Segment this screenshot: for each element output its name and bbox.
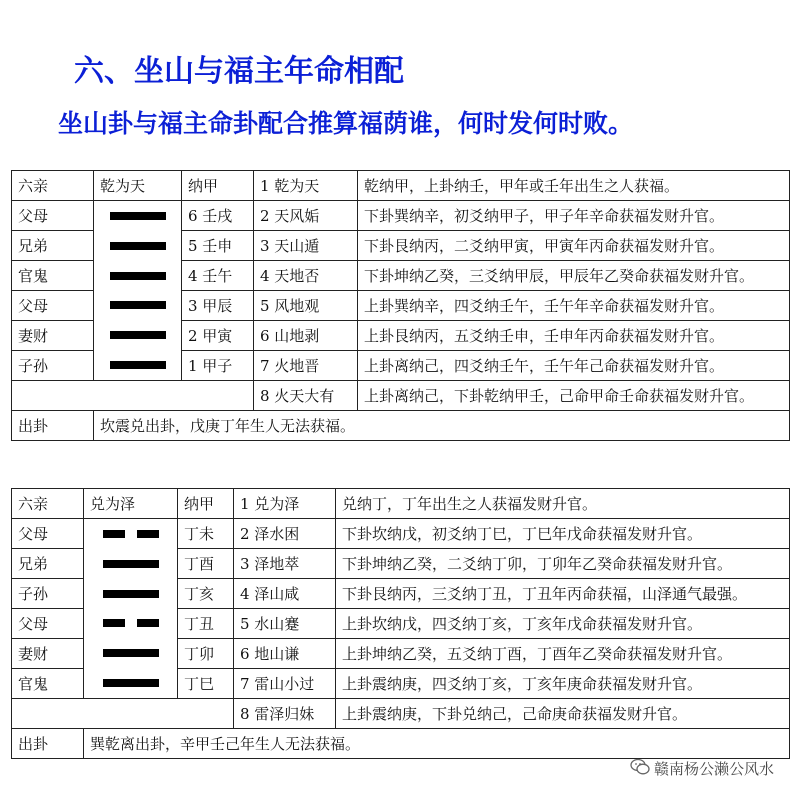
liuqin-cell: 妻财 bbox=[12, 321, 94, 351]
table-row-extra bbox=[12, 699, 790, 729]
najia-cell: 1 甲子 bbox=[182, 351, 254, 381]
najia-cell: 2 甲寅 bbox=[182, 321, 254, 351]
hexagram-lines-qian bbox=[94, 201, 181, 380]
line-segment bbox=[110, 272, 166, 280]
gua-cell: 7 雷山小过 bbox=[234, 669, 336, 699]
najia-cell: 丁丑 bbox=[178, 609, 234, 639]
najia-cell: 5 壬申 bbox=[182, 231, 254, 261]
gua-cell: 8 火天大有 bbox=[254, 381, 358, 411]
gua-cell: 3 天山遁 bbox=[254, 231, 358, 261]
line-segment bbox=[103, 530, 125, 538]
yang-line bbox=[103, 590, 159, 598]
watermark-text: 赣南杨公濑公风水 bbox=[653, 759, 774, 778]
gua-cell: 6 地山谦 bbox=[234, 639, 336, 669]
desc-cell: 上卦离纳己，下卦乾纳甲壬，己命甲命壬命获福发财升官。 bbox=[358, 381, 790, 411]
footer-label: 出卦 bbox=[12, 729, 84, 759]
desc-cell: 下卦艮纳丙，三爻纳丁丑，丁丑年丙命获福，山泽通气最强。 bbox=[336, 579, 790, 609]
header-liuqin: 六亲 bbox=[12, 171, 94, 201]
header-najia: 纳甲 bbox=[178, 489, 234, 519]
header-hexagram: 乾为天 bbox=[94, 171, 182, 201]
table-footer-row bbox=[12, 411, 790, 441]
najia-cell: 3 甲辰 bbox=[182, 291, 254, 321]
liuqin-cell: 父母 bbox=[12, 609, 84, 639]
header-gua: 1 兑为泽 bbox=[234, 489, 336, 519]
yin-line bbox=[103, 619, 159, 627]
desc-cell: 上卦巽纳辛，四爻纳壬午，壬午年辛命获福发财升官。 bbox=[358, 291, 790, 321]
liuqin-cell: 父母 bbox=[12, 291, 94, 321]
table-row bbox=[12, 201, 790, 231]
gua-cell: 2 天风姤 bbox=[254, 201, 358, 231]
line-segment bbox=[110, 242, 166, 250]
desc-cell: 上卦离纳己，四爻纳壬午，壬午年己命获福发财升官。 bbox=[358, 351, 790, 381]
table-header-row bbox=[12, 489, 790, 519]
line-segment bbox=[110, 212, 166, 220]
page-subtitle: 坐山卦与福主命卦配合推算福荫谁，何时发何时败。 bbox=[58, 109, 634, 138]
yang-line bbox=[103, 679, 159, 687]
header-desc: 乾纳甲，上卦纳壬，甲年或壬年出生之人获福。 bbox=[358, 171, 790, 201]
liuqin-cell: 父母 bbox=[12, 201, 94, 231]
gua-cell: 2 泽水困 bbox=[234, 519, 336, 549]
gua-cell: 5 风地观 bbox=[254, 291, 358, 321]
desc-cell: 上卦震纳庚，下卦兑纳己，己命庚命获福发财升官。 bbox=[336, 699, 790, 729]
desc-cell: 上卦艮纳丙，五爻纳壬申，壬申年丙命获福发财升官。 bbox=[358, 321, 790, 351]
desc-cell: 下卦巽纳辛，初爻纳甲子，甲子年辛命获福发财升官。 bbox=[358, 201, 790, 231]
hexagram-lines bbox=[94, 201, 182, 381]
line-segment bbox=[103, 590, 159, 598]
najia-cell: 丁卯 bbox=[178, 639, 234, 669]
table-header-row bbox=[12, 171, 790, 201]
page-title: 六、坐山与福主年命相配 bbox=[74, 54, 404, 89]
desc-cell: 上卦坤纳乙癸，五爻纳丁酉，丁酉年乙癸命获福发财升官。 bbox=[336, 639, 790, 669]
najia-cell: 丁酉 bbox=[178, 549, 234, 579]
header-desc: 兑纳丁，丁年出生之人获福发财升官。 bbox=[336, 489, 790, 519]
najia-cell: 6 壬戌 bbox=[182, 201, 254, 231]
liuqin-cell: 子孙 bbox=[12, 579, 84, 609]
yang-line bbox=[103, 649, 159, 657]
line-segment bbox=[103, 560, 159, 568]
desc-cell: 下卦艮纳丙，二爻纳甲寅，甲寅年丙命获福发财升官。 bbox=[358, 231, 790, 261]
header-hexagram: 兑为泽 bbox=[84, 489, 178, 519]
gua-cell: 3 泽地萃 bbox=[234, 549, 336, 579]
yang-line bbox=[110, 361, 166, 369]
footer-label: 出卦 bbox=[12, 411, 94, 441]
gua-cell: 4 泽山咸 bbox=[234, 579, 336, 609]
desc-cell: 下卦坤纳乙癸，二爻纳丁卯，丁卯年乙癸命获福发财升官。 bbox=[336, 549, 790, 579]
liuqin-cell: 官鬼 bbox=[12, 669, 84, 699]
line-segment bbox=[103, 619, 125, 627]
hexagram-table-dui bbox=[11, 488, 790, 759]
liuqin-cell: 妻财 bbox=[12, 639, 84, 669]
najia-cell: 丁巳 bbox=[178, 669, 234, 699]
gua-cell: 6 山地剥 bbox=[254, 321, 358, 351]
line-segment bbox=[110, 331, 166, 339]
liuqin-cell: 兄弟 bbox=[12, 231, 94, 261]
gua-cell: 4 天地否 bbox=[254, 261, 358, 291]
header-gua: 1 乾为天 bbox=[254, 171, 358, 201]
liuqin-cell: 官鬼 bbox=[12, 261, 94, 291]
yin-line bbox=[103, 530, 159, 538]
footer-text: 坎震兑出卦，戊庚丁年生人无法获福。 bbox=[94, 411, 790, 441]
yang-line bbox=[110, 242, 166, 250]
hexagram-lines bbox=[84, 519, 178, 699]
wechat-icon bbox=[630, 758, 650, 780]
desc-cell: 下卦坤纳乙癸，三爻纳甲辰，甲辰年乙癸命获福发财升官。 bbox=[358, 261, 790, 291]
najia-cell: 4 壬午 bbox=[182, 261, 254, 291]
yang-line bbox=[103, 560, 159, 568]
line-segment bbox=[103, 679, 159, 687]
hexagram-table-qian bbox=[11, 170, 790, 441]
table-footer-row bbox=[12, 729, 790, 759]
yang-line bbox=[110, 301, 166, 309]
header-liuqin: 六亲 bbox=[12, 489, 84, 519]
desc-cell: 上卦震纳庚，四爻纳丁亥，丁亥年庚命获福发财升官。 bbox=[336, 669, 790, 699]
empty-cell bbox=[12, 699, 234, 729]
yang-line bbox=[110, 331, 166, 339]
watermark bbox=[630, 758, 774, 781]
najia-cell: 丁未 bbox=[178, 519, 234, 549]
liuqin-cell: 子孙 bbox=[12, 351, 94, 381]
yang-line bbox=[110, 212, 166, 220]
desc-cell: 上卦坎纳戊，四爻纳丁亥，丁亥年戊命获福发财升官。 bbox=[336, 609, 790, 639]
desc-cell: 下卦坎纳戊，初爻纳丁巳，丁巳年戊命获福发财升官。 bbox=[336, 519, 790, 549]
table-row-extra bbox=[12, 381, 790, 411]
gua-cell: 8 雷泽归妹 bbox=[234, 699, 336, 729]
line-segment bbox=[137, 619, 159, 627]
gua-cell: 5 水山蹇 bbox=[234, 609, 336, 639]
line-segment bbox=[110, 361, 166, 369]
table-row bbox=[12, 519, 790, 549]
gua-cell: 7 火地晋 bbox=[254, 351, 358, 381]
footer-text: 巽乾离出卦，辛甲壬己年生人无法获福。 bbox=[84, 729, 790, 759]
line-segment bbox=[103, 649, 159, 657]
najia-cell: 丁亥 bbox=[178, 579, 234, 609]
liuqin-cell: 父母 bbox=[12, 519, 84, 549]
header-najia: 纳甲 bbox=[182, 171, 254, 201]
hexagram-lines-dui bbox=[84, 519, 177, 698]
empty-cell bbox=[12, 381, 254, 411]
line-segment bbox=[137, 530, 159, 538]
line-segment bbox=[110, 301, 166, 309]
yang-line bbox=[110, 272, 166, 280]
liuqin-cell: 兄弟 bbox=[12, 549, 84, 579]
